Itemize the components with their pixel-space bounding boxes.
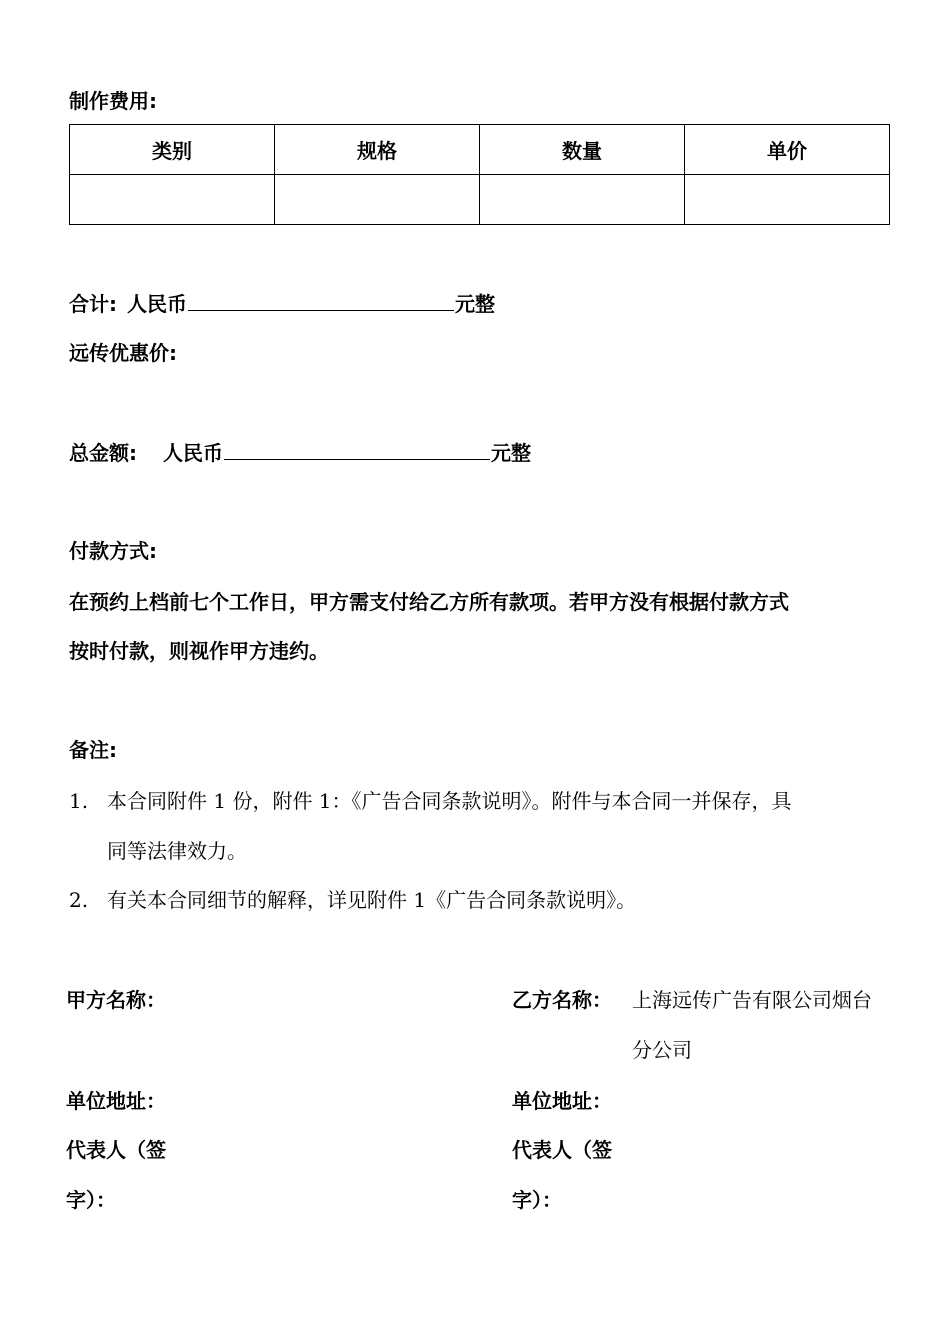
- remark-item-number: 2.: [69, 888, 89, 912]
- party-b-name-label: 乙方名称：: [512, 988, 612, 1012]
- subtotal-currency: 人民币: [127, 292, 187, 316]
- subtotal-label: 合计:: [69, 292, 117, 316]
- table-cell: [70, 175, 275, 225]
- production-fee-label: 制作费用:: [69, 89, 157, 113]
- party-a-rep-label-line-1: 代表人（签: [66, 1138, 166, 1162]
- production-fee-table: [69, 124, 890, 225]
- subtotal-line: [69, 290, 495, 317]
- remark-item-1-line-1: 本合同附件 1 份，附件 1：《广告合同条款说明》。附件与本合同一并保存，具: [107, 789, 792, 813]
- discount-price-label: 远传优惠价:: [69, 341, 177, 365]
- party-a-address-label: 单位地址：: [66, 1089, 166, 1113]
- remark-item-2-line-1: 有关本合同细节的解释，详见附件 1《广告合同条款说明》。: [107, 888, 637, 912]
- total-amount-line: [69, 439, 531, 466]
- subtotal-blank-line: [188, 290, 454, 311]
- subtotal-suffix: 元整: [455, 292, 495, 316]
- remarks-label: 备注:: [69, 738, 117, 762]
- party-b-address-label: 单位地址：: [512, 1089, 612, 1113]
- party-b-name-line-2: 分公司: [632, 1038, 692, 1062]
- party-a-rep-label-line-2: 字）：: [66, 1188, 116, 1212]
- party-b-rep-label-line-2: 字）：: [512, 1188, 562, 1212]
- table-header-category: 类别: [70, 125, 275, 175]
- table-header-quantity: 数量: [480, 125, 685, 175]
- table-header-unit-price: 单价: [685, 125, 890, 175]
- party-a-name-label: 甲方名称：: [66, 988, 166, 1012]
- party-b-rep-label-line-1: 代表人（签: [512, 1138, 612, 1162]
- remark-item-number: 1.: [69, 789, 89, 813]
- table-header-spec: 规格: [275, 125, 480, 175]
- remark-item-1-line-2: 同等法律效力。: [107, 839, 247, 863]
- table-header-row: [70, 125, 890, 175]
- table-cell: [685, 175, 890, 225]
- total-amount-blank-line: [224, 439, 490, 460]
- total-amount-suffix: 元整: [491, 441, 531, 465]
- party-b-name-line-1: 上海远传广告有限公司烟台: [632, 988, 872, 1012]
- payment-label: 付款方式:: [69, 539, 157, 563]
- table-cell: [480, 175, 685, 225]
- payment-text-line-1: 在预约上档前七个工作日，甲方需支付给乙方所有款项。若甲方没有根据付款方式: [69, 590, 789, 614]
- total-amount-currency: 人民币: [163, 441, 223, 465]
- table-row: [70, 175, 890, 225]
- payment-text-line-2: 按时付款，则视作甲方违约。: [69, 639, 329, 663]
- table-cell: [275, 175, 480, 225]
- total-amount-label: 总金额:: [69, 441, 137, 465]
